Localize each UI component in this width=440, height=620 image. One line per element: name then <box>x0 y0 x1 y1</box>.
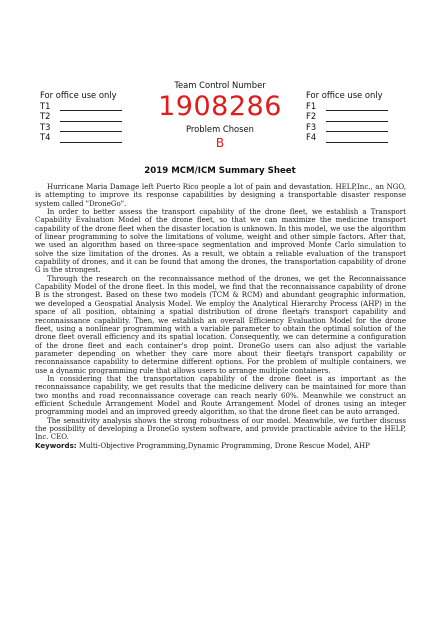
sheet-title: 2019 MCM/ICM Summary Sheet <box>144 166 296 176</box>
paragraph-1: Hurricane Maria Damage left Puerto Rico people a lot of pain and devastation. HELP,Inc., an NGO, is attempting to improve its response capabilities by designing a transportable disaster response system called "DroneGo". <box>35 182 406 208</box>
blank-line <box>60 134 122 143</box>
office-label: T2 <box>40 111 51 122</box>
keywords-label: Keywords: <box>35 440 77 450</box>
office-row-f1 <box>306 101 388 112</box>
office-row-t4 <box>40 132 122 143</box>
blank-line <box>326 134 388 143</box>
problem-chosen-value: B <box>215 136 225 150</box>
office-row-t3 <box>40 122 122 133</box>
office-label: T1 <box>40 100 51 111</box>
office-use-left-title: For office use only <box>40 90 117 100</box>
team-control-label: Team Control Number <box>174 80 266 90</box>
office-use-right-title: For office use only <box>306 90 383 100</box>
office-use-left <box>40 90 122 143</box>
paragraph-2: In order to better assess the transport capability of the drone fleet, we establish a Transport Capability Evaluation Model of the drone fleet, so that we can maximize the medicine transport capability of the drone fleet when the disaster location is unknown. In this model, we use the algorithm of linear programming to solve the limitations of volume, weight and other simple factors. After that, we used an algorithm based on three-space segmentation and improved Monte Carlo simulation to solve the size limitation of the drones. As a result, we obtain a reliable evaluation of the transport capability of drones, and it can be found that among the drones, the transportation capability of drone G is the strongest. <box>35 207 406 275</box>
blank-line <box>60 123 122 132</box>
office-label: F2 <box>306 111 317 122</box>
problem-chosen-label: Problem Chosen <box>185 124 254 134</box>
office-row-f4 <box>306 132 388 143</box>
blank-line <box>60 102 122 111</box>
paragraph-4: In considering that the transportation capability of the drone fleet is as important as the reconnaissance capability, we get results that the medicine delivery can be maintained for more than two months and road reconnaissance coverage can reach nearly 60%. Meanwhile we construct an efficient Schedule Arrangement Model and Route Arrangement Model of drones using an integer programming model and an improved greedy algorithm, so that the drone fleet can be auto arranged. <box>35 373 406 417</box>
office-label: T3 <box>40 121 51 132</box>
office-label: F3 <box>306 121 317 132</box>
office-row-f2 <box>306 111 388 122</box>
keywords-text: Multi-Objective Programming,Dynamic Programming, Drone Rescue Model, AHP <box>78 440 370 450</box>
blank-line <box>326 123 388 132</box>
blank-line <box>326 113 388 122</box>
office-label: F4 <box>306 132 317 143</box>
blank-line <box>326 102 388 111</box>
office-row-f3 <box>306 122 388 133</box>
office-row-t2 <box>40 111 122 122</box>
paragraph-5: The sensitivity analysis shows the strong robustness of our model. Meanwhile, we further discuss the possibility of developing a DroneGo system software, and provide practicable advice to the HELP, Inc. CEO. <box>35 415 406 442</box>
header-block <box>0 78 440 158</box>
keywords-line <box>35 442 406 450</box>
team-control-number: 1908286 <box>158 91 282 122</box>
blank-line <box>60 113 122 122</box>
paragraph-3: Through the research on the reconnaissance method of the drones, we get the Reconnaissance Capability Model of the drone fleet. In this model, we find that the reconnaissance capability of drone B is the strongest. Based on these two models (TCM & RCM) and abundant geographic information, we developed a Geospatial Analysis Model. We employ the Analytical Hierarchy Process (AHP) in the space of all position, obtaining a spatial distribution of drone fleetąŕs transport capability and reconnaissance capability. Then, we establish an overall Efficiency Evaluation Model for the drone fleet, using a nonlinear programming with a variable parameter to obtain the optimal solution of the drone fleet overall efficiency and its spatial location. Consequently, we can determine a configuration of the drone fleet and each container's drop point. DroneGo users can also adjust the variable parameter depending on whether they care more about their fleetąŕs transport capability or reconnaissance capability to determine different options. For the problem of multiple containers, we use a dynamic programming rule that allows users to arrange multiple containers. <box>35 273 406 375</box>
team-control-block <box>120 80 320 150</box>
office-label: T4 <box>40 132 51 143</box>
office-label: F1 <box>306 100 317 111</box>
summary-body <box>35 183 406 450</box>
office-use-right <box>306 90 388 143</box>
office-row-t1 <box>40 101 122 112</box>
